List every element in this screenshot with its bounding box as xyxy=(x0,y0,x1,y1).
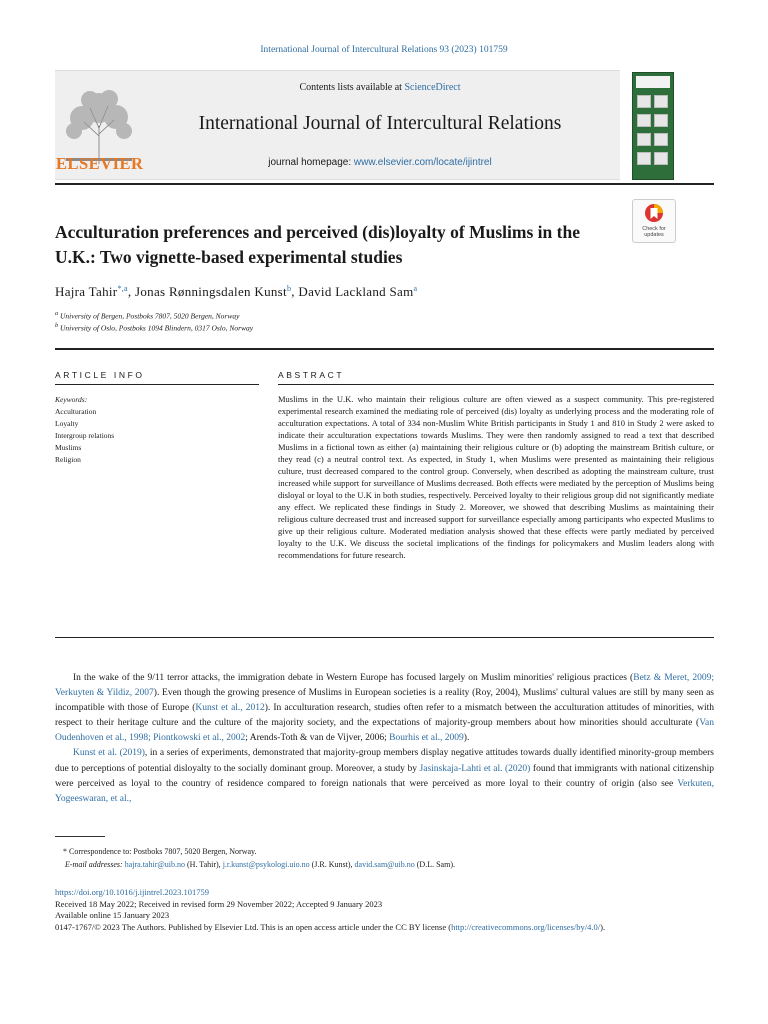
citation-link[interactable]: Kunst et al., 2012 xyxy=(195,703,265,714)
affiliation-a xyxy=(55,310,239,321)
email-link[interactable]: hajra.tahir@uib.no xyxy=(124,860,185,869)
author-affiliation-mark[interactable]: b xyxy=(286,284,292,293)
affiliation-mark: a xyxy=(55,310,59,317)
author-list xyxy=(55,284,655,300)
contents-prefix: Contents lists available at xyxy=(299,82,405,93)
author-name[interactable]: David Lackland Sam xyxy=(298,284,414,299)
footnotes xyxy=(55,845,714,871)
crossmark-line2: updates xyxy=(644,232,664,238)
email-label: E-mail addresses: xyxy=(65,860,123,869)
check-for-updates-button[interactable] xyxy=(632,199,676,243)
citation-link[interactable]: Van Oudenhoven et al., 1998; Piontkowski et al., 2002 xyxy=(55,718,714,744)
abstract-rule xyxy=(278,384,714,385)
contents-line xyxy=(142,82,618,93)
keyword: Acculturation xyxy=(55,407,97,416)
keywords-list xyxy=(55,406,114,466)
doi-link[interactable]: https://doi.org/10.1016/j.ijintrel.2023.101759 xyxy=(55,887,210,897)
article-title: Acculturation preferences and perceived (dis)loyalty of Muslims in the U.K.: Two vignette-based experimental studies xyxy=(55,222,580,267)
available-online: Available online 15 January 2023 xyxy=(55,910,170,921)
affiliation-b xyxy=(55,322,253,333)
keywords-label: Keywords: xyxy=(55,395,88,404)
homepage-prefix: journal homepage: xyxy=(268,157,354,168)
header-rule xyxy=(55,183,714,185)
email-owner: (H. Tahir), xyxy=(184,860,223,869)
body-text-run: ). xyxy=(463,733,470,744)
crossmark-icon xyxy=(633,200,675,226)
elsevier-wordmark: ELSEVIER xyxy=(56,154,144,173)
journal-cover-image[interactable] xyxy=(632,72,674,180)
author-affiliation-mark[interactable]: *,a xyxy=(117,284,128,293)
body-text-run: found that immigrants with national citizenship were perceived as loyal to the country of residence compared to foreign nationals that were perceived as more loyal to their country of origin (also see xyxy=(55,763,715,789)
affiliation-text: University of Oslo, Postboks 1094 Blindern, 0317 Oslo, Norway xyxy=(60,323,254,333)
body-text-run: ). Even though the growing presence of Muslims in European societies is a reality (Roy, 2004), Muslims' cultural values are still by many seen as incompatible with those of Europe ( xyxy=(55,688,714,714)
body-text-run: ; Arends-Toth & van de Vijver, 2006; xyxy=(245,733,390,744)
crossmark-line1: Check for xyxy=(642,226,666,232)
email-link[interactable]: david.sam@uib.no xyxy=(354,860,415,869)
homepage-link[interactable]: www.elsevier.com/locate/ijintrel xyxy=(353,157,492,168)
email-link[interactable]: j.r.kunst@psykologi.uio.no xyxy=(222,860,310,869)
publication-info xyxy=(55,887,714,933)
journal-citation[interactable]: International Journal of Intercultural Relations 93 (2023) 101759 xyxy=(260,45,508,55)
journal-homepage xyxy=(142,157,618,168)
copyright-notice xyxy=(55,922,714,934)
abstract-heading: ABSTRACT xyxy=(278,370,345,380)
body-text-run: In the wake of the 9/11 terror attacks, the immigration debate in Western Europe has focused largely on Muslim minorities' religious practices ( xyxy=(73,673,634,683)
citation-link[interactable]: Bourhis et al., 2009 xyxy=(389,733,464,744)
citation-link[interactable]: Kunst et al. (2019) xyxy=(73,748,145,759)
keyword: Muslims xyxy=(55,443,82,452)
email-owner: (D.L. Sam). xyxy=(414,860,455,869)
correspondence-note: * Correspondence to: Postboks 7807, 5020 Bergen, Norway. xyxy=(63,847,257,856)
body-paragraph xyxy=(55,746,714,806)
copyright-end: ). xyxy=(600,921,606,932)
journal-title: International Journal of Intercultural Relations xyxy=(198,113,562,134)
email-owner: (J.R. Kunst), xyxy=(309,860,355,869)
body-text xyxy=(55,671,714,807)
license-link[interactable]: http://creativecommons.org/licenses/by/4.0/ xyxy=(451,921,601,932)
sciencedirect-link[interactable]: ScienceDirect xyxy=(404,82,461,93)
body-text-run: , in a series of experiments, demonstrated that majority-group members display negative attitudes towards dually identified minority-group members due to perceptions of potential disloyalty to the socially dominant group. Moreover, a study by xyxy=(55,748,714,774)
body-paragraph xyxy=(55,671,714,746)
copyright-text: 0147-1767/© 2023 The Authors. Published by Elsevier Ltd. This is an open access article under the CC BY license ( xyxy=(55,921,452,932)
citation-link[interactable]: Jasinskaja-Lahti et al. (2020) xyxy=(419,763,531,774)
abstract-end-rule xyxy=(55,637,714,638)
author-separator: , xyxy=(291,284,299,299)
keyword: Religion xyxy=(55,455,81,464)
author-name[interactable]: Hajra Tahir xyxy=(55,284,118,299)
affiliation-mark: b xyxy=(55,322,59,329)
author-name[interactable]: Jonas Rønningsdalen Kunst xyxy=(135,284,287,299)
keyword: Intergroup relations xyxy=(55,431,115,440)
received-dates: Received 18 May 2022; Received in revised form 29 November 2022; Accepted 9 January 2023 xyxy=(55,898,383,909)
citation-link[interactable]: Betz & Meret, 2009; Verkuyten & Yildiz, 2007 xyxy=(55,673,715,699)
footnote-rule xyxy=(55,836,105,837)
article-info-heading: ARTICLE INFO xyxy=(55,370,145,380)
email-line xyxy=(55,858,714,871)
author-separator: , xyxy=(127,284,135,299)
affiliation-text: University of Bergen, Postboks 7807, 5020 Bergen, Norway xyxy=(60,311,240,321)
author-affiliation-mark[interactable]: a xyxy=(413,284,418,293)
article-info-rule xyxy=(55,384,259,385)
section-rule xyxy=(55,348,714,350)
abstract-text: Muslims in the U.K. who maintain their religious culture are often viewed as a suspect community. This pre-registered experimental research examined the mediating role of perceived (dis) loyalty as underlying process and the moderating role of acculturation expectations. A total of 334 non-Muslim White British participants in Study 1 and 810 in Study 2 were asked to indicate their acculturation expectations towards Muslims. They were then randomly assigned to read a text that described Muslims in a fictional town as either (a) maintaining their religious culture or (b) adopting the mainstream British culture, or they read (c) a neutral control text. As expected, in Study 1, when Muslims were presented as maintaining their religious culture, trust decreased compared to the control group. Conversely, when described as adopting the mainstream culture, trust increased while support for surveillance of Muslims decreased. Both effects were mediated by the perception of Muslims being disloyal or loyal to the U.K in both studies, respectively. Perceived loyalty to their religious group did not significantly mediate any effect. We replicated these findings in Study 2. Moreover, we showed that describing Muslims as maintaining their religious culture decreased trust and increased support for surveillance especially among participants who expected Muslims to give up their religious culture. Moderated mediation analysis showed that these effects were partly mediated by perceived loyalty to the U.K. We discuss the societal implications of the findings for policymakers and Muslim leaders along with recommendations for future research. xyxy=(278,394,714,560)
body-text-run: ). In acculturation research, studies often refer to a mismatch between the acculturation attitudes of minorities, with respect to their heritage culture and the culture of the majority society, and the expectations of majority-group members about how minorities should acculturate ( xyxy=(55,703,714,729)
citation-link[interactable]: Verkuten, Yogeeswaran, et al., xyxy=(55,778,714,804)
keyword: Loyalty xyxy=(55,419,79,428)
